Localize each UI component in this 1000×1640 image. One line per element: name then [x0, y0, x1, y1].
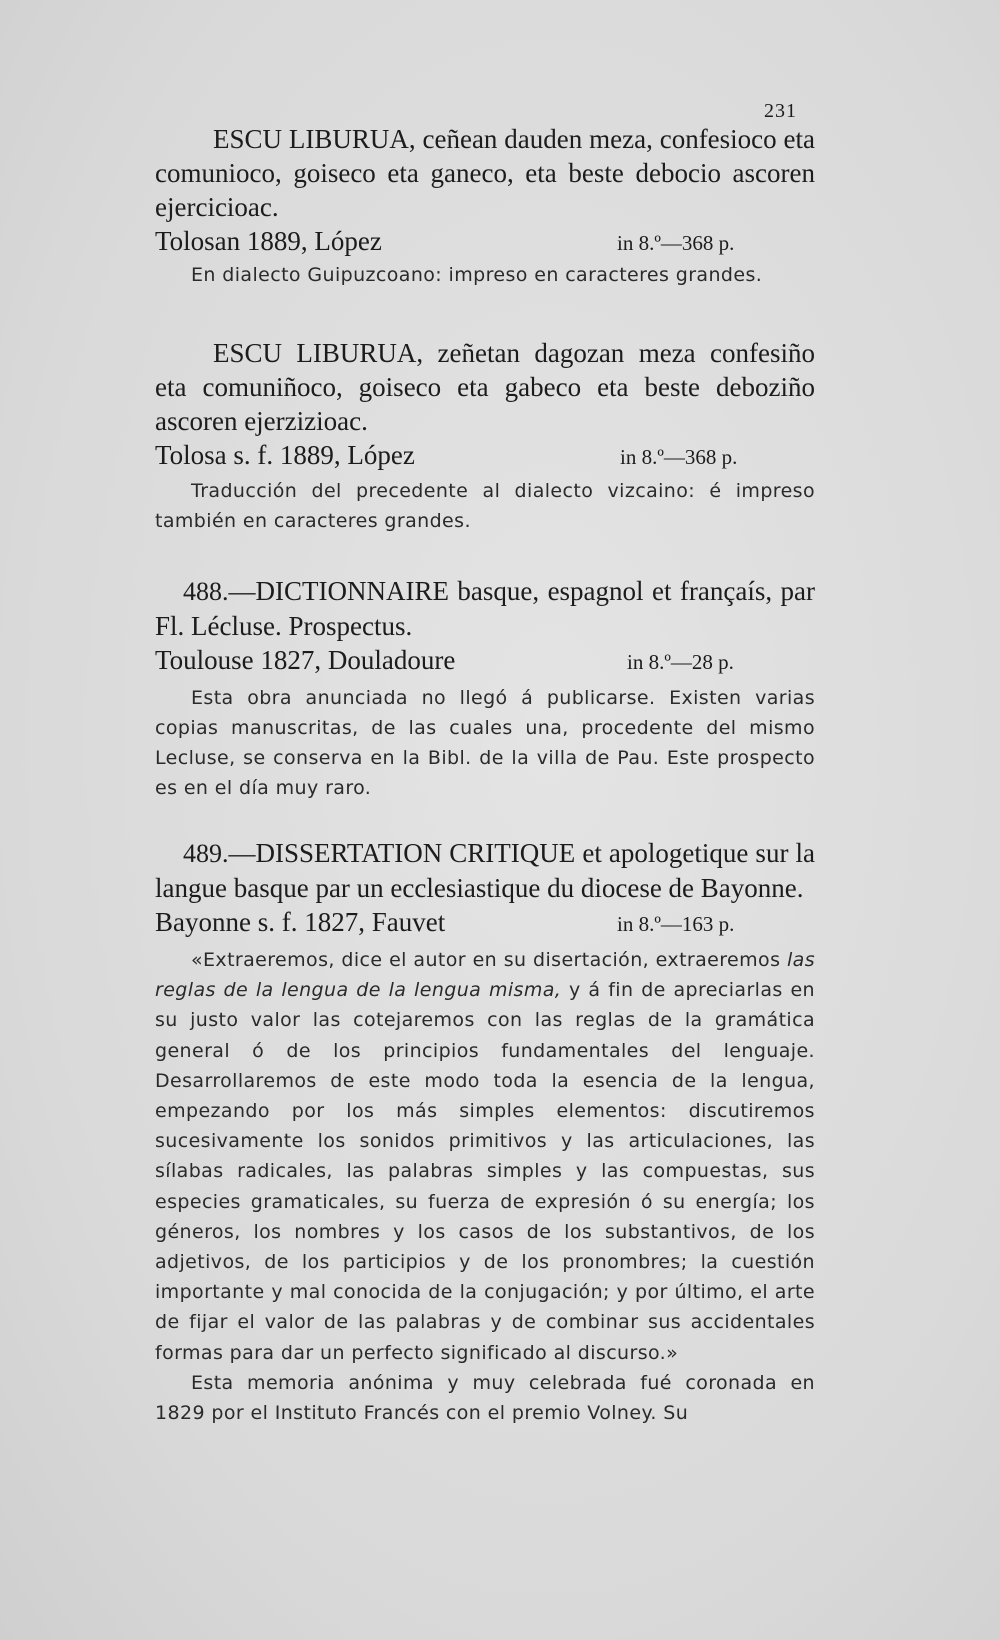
closing-paragraph: Esta memoria anónima y muy celebrada fué coronada en 1829 por el Instituto Francés con el premio Volney. Su [155, 1371, 815, 1425]
entry-format: in 8.º—368 p. [617, 231, 735, 255]
entry-imprint: Bayonne s. f. 1827, Fauvet in 8.º—163 p. [155, 905, 815, 939]
entry-488 [155, 574, 815, 803]
entry-format: in 8.º—28 p. [627, 650, 734, 674]
entry-note: Traducción del precedente al dialecto vizcaino: é impreso también en caracteres grandes. [155, 480, 815, 532]
entry-note: Esta obra anunciada no llegó á publicarse. Existen varias copias manuscritas, de las cuales una, procedente del mismo Lecluse, se conserva en la Bibl. de la villa de Pau. Este prospecto es en el día muy raro. [155, 687, 815, 799]
entry-number: 489. [183, 839, 229, 868]
entry-imprint: Tolosa s. f. 1889, López in 8.º—368 p. [155, 438, 815, 472]
entry-heading: ESCU LIBURUA, zeñetan dagozan meza confesiño eta comuniñoco, goiseco eta gabeco eta beste deboziño ascoren ejerzizioac. [155, 338, 815, 436]
entry-imprint: Toulouse 1827, Douladoure in 8.º—28 p. [155, 643, 815, 677]
entry-489 [155, 836, 815, 1428]
page-number: 231 [764, 100, 797, 122]
entry-number: 488. [183, 577, 229, 606]
entry-heading: ESCU LIBURUA, ceñean dauden meza, confesioco eta comunioco, goiseco eta ganeco, eta beste debocio ascoren ejercicioac. [155, 124, 815, 222]
italic-phrase: las reglas de la lengua de la lengua misma, [155, 949, 815, 1002]
entry-imprint: Tolosan 1889, López in 8.º—368 p. [155, 224, 815, 258]
entry-note [155, 945, 815, 1428]
entry-heading: 488.—DICTIONNAIRE basque, espagnol et françaís, par Fl. Lécluse. Prospectus. [155, 576, 815, 641]
entry-escu-liburua-guipuzcoano [155, 122, 815, 290]
entry-note: En dialecto Guipuzcoano: impreso en caracteres grandes. [191, 264, 763, 286]
entry-heading: 489.—DISSERTATION CRITIQUE et apologetique sur la langue basque par un ecclesiastique du diocese de Bayonne. [155, 838, 815, 903]
entry-format: in 8.º—163 p. [617, 912, 735, 936]
entry-escu-liburua-vizcaino [155, 336, 815, 536]
quoted-paragraph: «Extraeremos, dice el autor en su disertación, extraeremos las reglas de la lengua de la lengua misma, y á fin de apreciarlas en su justo valor las cotejaremos con las reglas de la gramática general ó de los principios fundamentales del lenguaje. Desarrollaremos de este modo toda la esencia de la lengua, empezando por los más simples elementos: discutiremos sucesivamente los sonidos primitivos y las articulaciones, las sílabas radicales, las palabras simples y las compuestas, sus especies gramaticales, su fuerza de expresión ó su energía; los géneros, los nombres y los casos de los substantivos, de los adjetivos, de los participios y de los pronombres; la cuestión importante y mal conocida de la conjugación; y por último, el arte de fijar el valor de las palabras y de combinar sus accidentales formas para dar un perfecto significado al discurso.» [155, 949, 815, 1364]
entry-format: in 8.º—368 p. [620, 445, 738, 469]
